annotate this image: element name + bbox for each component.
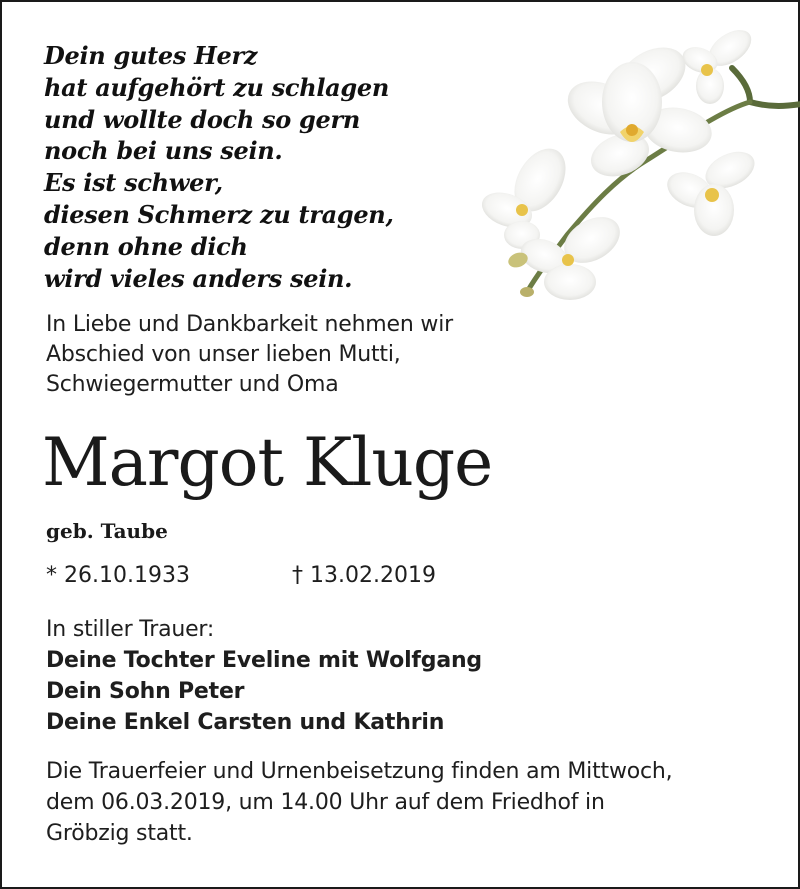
mourner-name: Deine Enkel Carsten und Kathrin: [46, 710, 445, 735]
mourners-heading: In stiller Trauer:: [46, 617, 215, 642]
poem-line: noch bei uns sein.: [44, 136, 283, 166]
maiden-name: geb. Taube: [46, 519, 168, 543]
poem-line: diesen Schmerz zu tragen,: [44, 199, 394, 229]
poem-line: denn ohne dich: [44, 231, 248, 261]
intro-line: Abschied von unser lieben Mutti,: [46, 342, 401, 367]
ceremony-line: Gröbzig statt.: [46, 821, 193, 846]
ceremony-line: dem 06.03.2019, um 14.00 Uhr auf dem Friedhof in: [46, 790, 605, 815]
deceased-name: Margot Kluge: [42, 424, 493, 501]
death-date: † 13.02.2019: [292, 563, 436, 588]
poem-line: Es ist schwer,: [44, 168, 223, 198]
poem-line: wird vieles anders sein.: [44, 263, 353, 293]
intro-line: Schwiegermutter und Oma: [46, 372, 339, 397]
intro-line: In Liebe und Dankbarkeit nehmen wir: [46, 312, 453, 337]
intro-text: [46, 310, 453, 400]
ceremony-line: Die Trauerfeier und Urnenbeisetzung finden am Mittwoch,: [46, 759, 673, 784]
birth-date: * 26.10.1933: [46, 563, 190, 588]
poem-line: und wollte doch so gern: [44, 104, 360, 134]
white-orchid-icon: [482, 20, 800, 310]
poem-line: Dein gutes Herz: [44, 41, 258, 70]
poem-line: hat aufgehört zu schlagen: [44, 72, 390, 102]
mourner-name: Deine Tochter Eveline mit Wolfgang: [46, 648, 482, 673]
mourner-name: Dein Sohn Peter: [46, 679, 245, 704]
poem: [44, 40, 394, 294]
mourners-section: [46, 614, 482, 738]
ceremony-info: [46, 756, 672, 849]
